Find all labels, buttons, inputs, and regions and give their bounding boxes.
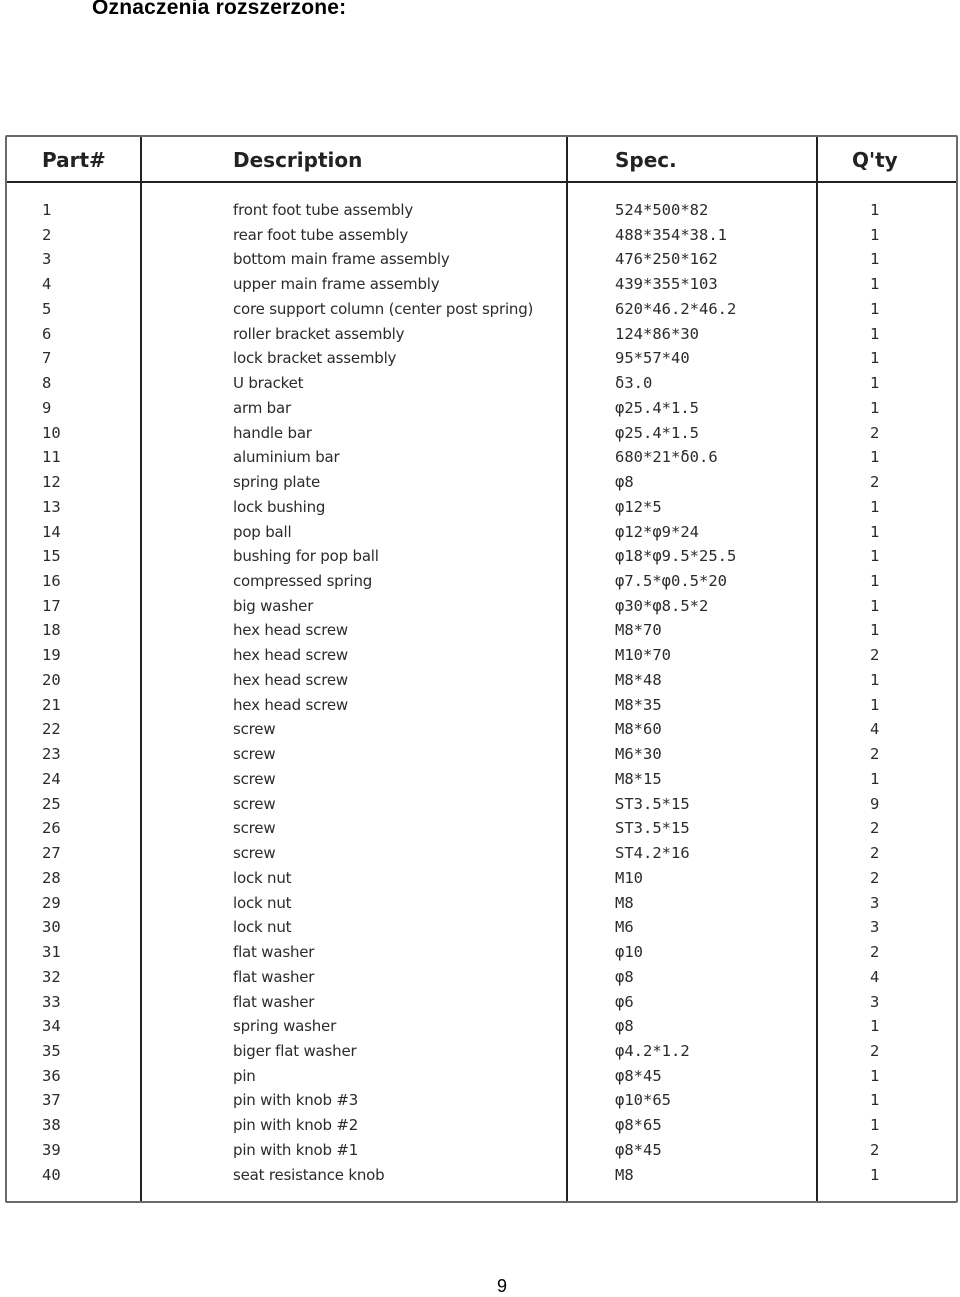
part-cell: 32 (42, 967, 61, 986)
qty-cell: 1 (870, 670, 880, 689)
table-row (7, 894, 956, 919)
part-cell: 13 (42, 497, 61, 516)
qty-cell: 1 (870, 769, 880, 788)
qty-cell: 2 (870, 646, 880, 665)
qty-cell: 1 (870, 225, 880, 244)
table-row (7, 621, 956, 646)
qty-cell: 2 (870, 868, 880, 887)
qty-cell: 2 (870, 1140, 880, 1159)
description-cell: U bracket (233, 374, 304, 393)
qty-cell: 1 (870, 324, 880, 343)
description-cell: screw (233, 794, 276, 813)
qty-cell: 4 (870, 967, 880, 986)
qty-cell: 4 (870, 720, 880, 739)
part-cell: 8 (42, 374, 52, 393)
description-cell: handle bar (233, 423, 312, 442)
description-cell: spring washer (233, 1017, 337, 1036)
qty-cell: 1 (870, 695, 880, 714)
description-cell: hex head screw (233, 695, 348, 714)
table-row (7, 399, 956, 424)
table-row (7, 819, 956, 844)
spec-cell: φ8 (615, 1017, 634, 1036)
spec-cell: φ8 (615, 967, 634, 986)
spec-cell: 524*500*82 (615, 201, 709, 219)
part-cell: 25 (42, 794, 61, 813)
description-cell: lock bushing (233, 497, 326, 516)
header-description: Description (233, 148, 363, 172)
table-row (7, 1091, 956, 1116)
spec-cell: φ10 (615, 943, 643, 962)
part-cell: 12 (42, 473, 61, 492)
table-row (7, 646, 956, 671)
spec-cell: φ8*45 (615, 1140, 662, 1159)
spec-cell: M6*30 (615, 745, 662, 764)
spec-cell: M8*60 (615, 720, 662, 739)
part-cell: 36 (42, 1066, 61, 1085)
spec-cell: M8*35 (615, 695, 662, 714)
description-cell: pin with knob #3 (233, 1091, 359, 1110)
spec-cell: 488*354*38.1 (615, 225, 727, 244)
table-row (7, 523, 956, 548)
spec-cell: M10 (615, 868, 643, 887)
description-cell: pop ball (233, 522, 292, 541)
table-row (7, 968, 956, 993)
part-cell: 29 (42, 893, 61, 912)
table-row (7, 671, 956, 696)
description-cell: flat washer (233, 967, 315, 986)
part-cell: 30 (42, 918, 61, 937)
part-cell: 18 (42, 621, 61, 640)
parts-table (5, 135, 958, 1203)
spec-cell: φ4.2*1.2 (615, 1041, 690, 1060)
description-cell: core support column (center post spring) (233, 299, 534, 318)
description-cell: rear foot tube assembly (233, 225, 409, 244)
table-row (7, 1067, 956, 1092)
description-cell: biger flat washer (233, 1041, 357, 1060)
spec-cell: M8*48 (615, 670, 662, 689)
part-cell: 11 (42, 448, 61, 467)
qty-cell: 2 (870, 943, 880, 962)
description-cell: flat washer (233, 992, 315, 1011)
qty-cell: 2 (870, 1041, 880, 1060)
spec-cell: 95*57*40 (615, 349, 690, 368)
spec-cell: φ8*65 (615, 1116, 662, 1135)
spec-cell: ST4.2*16 (615, 844, 690, 863)
description-cell: pin with knob #2 (233, 1116, 359, 1135)
table-row (7, 869, 956, 894)
table-row (7, 745, 956, 770)
qty-cell: 1 (870, 275, 880, 294)
page-heading: Oznaczenia rozszerzone: (92, 0, 347, 19)
description-cell: compressed spring (233, 572, 373, 591)
part-cell: 6 (42, 324, 52, 343)
description-cell: screw (233, 819, 276, 838)
part-cell: 14 (42, 522, 61, 541)
table-row (7, 498, 956, 523)
part-cell: 15 (42, 547, 61, 566)
qty-cell: 1 (870, 398, 880, 417)
table-row (7, 993, 956, 1018)
description-cell: lock nut (233, 893, 292, 912)
description-cell: bushing for pop ball (233, 547, 379, 566)
description-cell: spring plate (233, 473, 321, 492)
table-row (7, 770, 956, 795)
table-row (7, 597, 956, 622)
part-cell: 21 (42, 695, 61, 714)
header-spec: Spec. (615, 148, 677, 172)
part-cell: 5 (42, 299, 52, 318)
qty-cell: 1 (870, 572, 880, 591)
description-cell: arm bar (233, 398, 291, 417)
table-row (7, 448, 956, 473)
table-row (7, 720, 956, 745)
part-cell: 35 (42, 1041, 61, 1060)
part-cell: 20 (42, 670, 61, 689)
qty-cell: 1 (870, 1066, 880, 1085)
part-cell: 24 (42, 769, 61, 788)
table-header-row (7, 137, 956, 183)
spec-cell: φ8*45 (615, 1066, 662, 1085)
description-cell: hex head screw (233, 670, 348, 689)
part-cell: 1 (42, 201, 52, 219)
table-row (7, 349, 956, 374)
part-cell: 40 (42, 1165, 61, 1184)
part-cell: 37 (42, 1091, 61, 1110)
description-cell: front foot tube assembly (233, 201, 414, 219)
spec-cell: M8 (615, 893, 634, 912)
qty-cell: 9 (870, 794, 880, 813)
qty-cell: 2 (870, 819, 880, 838)
spec-cell: φ6 (615, 992, 634, 1011)
spec-cell: δ3.0 (615, 374, 653, 393)
spec-cell: φ12*5 (615, 497, 662, 516)
table-row (7, 473, 956, 498)
qty-cell: 1 (870, 299, 880, 318)
spec-cell: ST3.5*15 (615, 819, 690, 838)
qty-cell: 1 (870, 201, 880, 219)
qty-cell: 3 (870, 893, 880, 912)
table-row (7, 300, 956, 325)
spec-cell: 124*86*30 (615, 324, 699, 343)
part-cell: 16 (42, 572, 61, 591)
qty-cell: 1 (870, 596, 880, 615)
part-cell: 10 (42, 423, 61, 442)
part-cell: 17 (42, 596, 61, 615)
spec-cell: M10*70 (615, 646, 671, 665)
description-cell: hex head screw (233, 646, 348, 665)
description-cell: pin (233, 1066, 256, 1085)
qty-cell: 1 (870, 522, 880, 541)
part-cell: 9 (42, 398, 52, 417)
table-row (7, 1116, 956, 1141)
part-cell: 3 (42, 250, 52, 269)
part-cell: 33 (42, 992, 61, 1011)
description-cell: screw (233, 769, 276, 788)
qty-cell: 3 (870, 992, 880, 1011)
description-cell: screw (233, 745, 276, 764)
table-row (7, 795, 956, 820)
header-part: Part# (42, 148, 106, 172)
part-cell: 34 (42, 1017, 61, 1036)
description-cell: roller bracket assembly (233, 324, 405, 343)
part-cell: 27 (42, 844, 61, 863)
spec-cell: M8*15 (615, 769, 662, 788)
description-cell: upper main frame assembly (233, 275, 440, 294)
table-row (7, 844, 956, 869)
table-row (7, 201, 956, 226)
part-cell: 19 (42, 646, 61, 665)
description-cell: pin with knob #1 (233, 1140, 359, 1159)
qty-cell: 1 (870, 547, 880, 566)
part-cell: 39 (42, 1140, 61, 1159)
table-body (7, 201, 956, 1190)
qty-cell: 1 (870, 1165, 880, 1184)
spec-cell: 680*21*δ0.6 (615, 448, 718, 467)
qty-cell: 1 (870, 349, 880, 368)
table-row (7, 1141, 956, 1166)
table-row (7, 424, 956, 449)
description-cell: screw (233, 720, 276, 739)
spec-cell: φ25.4*1.5 (615, 423, 699, 442)
spec-cell: M8*70 (615, 621, 662, 640)
qty-cell: 1 (870, 448, 880, 467)
table-row (7, 275, 956, 300)
spec-cell: ST3.5*15 (615, 794, 690, 813)
table-row (7, 1017, 956, 1042)
table-row (7, 374, 956, 399)
qty-cell: 1 (870, 250, 880, 269)
qty-cell: 1 (870, 1116, 880, 1135)
spec-cell: M8 (615, 1165, 634, 1184)
qty-cell: 1 (870, 1091, 880, 1110)
description-cell: seat resistance knob (233, 1165, 385, 1184)
description-cell: screw (233, 844, 276, 863)
table-row (7, 943, 956, 968)
part-cell: 26 (42, 819, 61, 838)
spec-cell: φ30*φ8.5*2 (615, 596, 709, 615)
table-row (7, 226, 956, 251)
table-row (7, 1166, 956, 1191)
spec-cell: φ7.5*φ0.5*20 (615, 572, 727, 591)
description-cell: lock nut (233, 918, 292, 937)
spec-cell: φ10*65 (615, 1091, 671, 1110)
qty-cell: 2 (870, 423, 880, 442)
spec-cell: 620*46.2*46.2 (615, 299, 737, 318)
part-cell: 4 (42, 275, 52, 294)
spec-cell: 439*355*103 (615, 275, 718, 294)
header-qty: Q'ty (852, 148, 898, 172)
part-cell: 23 (42, 745, 61, 764)
table-row (7, 918, 956, 943)
table-row (7, 325, 956, 350)
qty-cell: 2 (870, 844, 880, 863)
part-cell: 28 (42, 868, 61, 887)
description-cell: lock bracket assembly (233, 349, 397, 368)
part-cell: 38 (42, 1116, 61, 1135)
part-cell: 7 (42, 349, 52, 368)
qty-cell: 2 (870, 745, 880, 764)
part-cell: 22 (42, 720, 61, 739)
spec-cell: φ25.4*1.5 (615, 398, 699, 417)
table-row (7, 250, 956, 275)
table-row (7, 1042, 956, 1067)
table-row (7, 572, 956, 597)
description-cell: lock nut (233, 868, 292, 887)
description-cell: aluminium bar (233, 448, 340, 467)
description-cell: big washer (233, 596, 314, 615)
spec-cell: M6 (615, 918, 634, 937)
qty-cell: 2 (870, 473, 880, 492)
spec-cell: φ8 (615, 473, 634, 492)
table-row (7, 696, 956, 721)
qty-cell: 1 (870, 497, 880, 516)
table-row (7, 547, 956, 572)
page-number: 9 (496, 1276, 507, 1296)
spec-cell: 476*250*162 (615, 250, 718, 269)
description-cell: hex head screw (233, 621, 348, 640)
part-cell: 31 (42, 943, 61, 962)
spec-cell: φ18*φ9.5*25.5 (615, 547, 737, 566)
description-cell: bottom main frame assembly (233, 250, 450, 269)
qty-cell: 1 (870, 1017, 880, 1036)
spec-cell: φ12*φ9*24 (615, 522, 699, 541)
qty-cell: 1 (870, 374, 880, 393)
description-cell: flat washer (233, 943, 315, 962)
qty-cell: 1 (870, 621, 880, 640)
qty-cell: 3 (870, 918, 880, 937)
part-cell: 2 (42, 225, 52, 244)
